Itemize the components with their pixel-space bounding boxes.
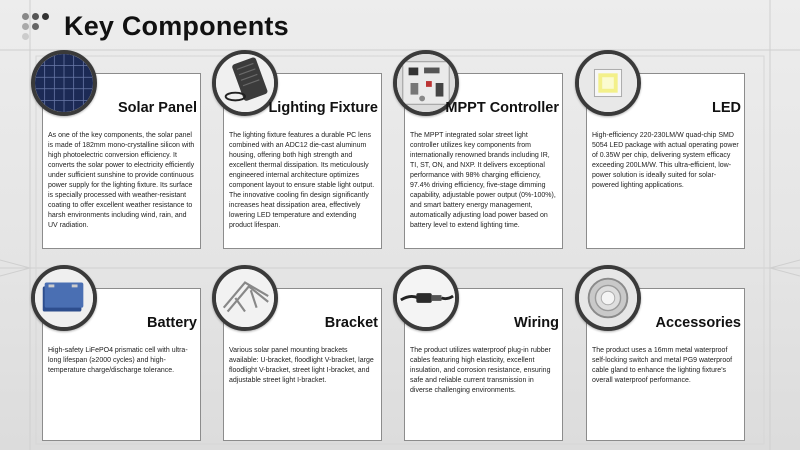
card-lighting-fixture bbox=[223, 73, 382, 249]
card-title: Wiring bbox=[514, 315, 559, 331]
card-description: The lighting fixture features a durable PC lens combined with an ADC12 die-cast aluminum housing, offering both high strength and excellent thermal dissipation. Its meticulously engineered internal architecture optimizes component layout to ensure stable light output. The innovative cooling fin design significantly increases heat dissipation area, effectively lowering LED temperature and extending product lifespan. bbox=[229, 132, 375, 229]
logo-dots-icon bbox=[22, 13, 52, 43]
card-accessories bbox=[586, 288, 745, 441]
card-description: The product uses a 16mm metal waterproof self-locking switch and metal PG9 waterproof cable gland to enhance the lighting fixture's overall waterproof performance. bbox=[592, 347, 733, 384]
battery-icon bbox=[31, 265, 97, 331]
wiring-connector-icon bbox=[393, 265, 459, 331]
card-description: Various solar panel mounting brackets available: U-bracket, floodlight V-bracket, large floodlight V-bracket, street light I-bracket, and adjustable street light I-bracket. bbox=[229, 347, 374, 384]
card-description: As one of the key components, the solar panel is made of 182mm mono-crystalline silicon with high photoelectric conversion efficiency. It converts the solar power to electricity efficiently under sufficient sunshine to provide continuous power supply for the lighting fixture. Its surface is specially processed with weather-resistant coating to offer excellent weather resistance to harsh environments including wind, rain, and UV radiation. bbox=[48, 132, 195, 229]
card-description: The MPPT integrated solar street light controller utilizes key components from internationally renowned brands including IR, TI, ST, ON, and NXP. It delivers exceptional performance with 98% charging efficiency, 97.4% driving efficiency, five-stage dimming capability, adjustable power output (0%-100%), and smart battery energy management, automatically adjusting load power based on battery level to extend lighting time. bbox=[410, 132, 556, 229]
card-title: Lighting Fixture bbox=[268, 100, 378, 116]
card-title: Bracket bbox=[324, 315, 378, 331]
card-mppt-controller bbox=[404, 73, 563, 249]
bracket-icon bbox=[212, 265, 278, 331]
card-bracket bbox=[223, 288, 382, 441]
card-description: High-efficiency 220-230LM/W quad-chip SMD 5054 LED package with actual operating power of 0.35W per chip, delivering system efficacy exceeding 200LM/W. This ultra-efficient, low-power solution is ideally suited for solar-powered lighting applications. bbox=[592, 132, 739, 189]
card-title: LED bbox=[712, 100, 741, 116]
card-battery bbox=[42, 288, 201, 441]
led-chip-icon bbox=[575, 50, 641, 116]
card-description: High-safety LiFePO4 prismatic cell with ultra-long lifespan (≥2000 cycles) and high-temperature charge/discharge tolerance. bbox=[48, 347, 188, 374]
page-title: Key Components bbox=[64, 11, 289, 41]
waterproof-switch-icon bbox=[575, 265, 641, 331]
card-led bbox=[586, 73, 745, 249]
solar-panel-icon bbox=[31, 50, 97, 116]
card-title: Accessories bbox=[655, 315, 741, 331]
card-title: Solar Panel bbox=[118, 100, 197, 116]
card-title: MPPT Controller bbox=[445, 100, 559, 116]
card-title: Battery bbox=[147, 315, 197, 331]
card-description: The product utilizes waterproof plug-in rubber cables featuring high elasticity, excellent insulation, and corrosion resistance, ensuring safe and reliable current transmission in diverse challenging environments. bbox=[410, 347, 551, 394]
card-wiring bbox=[404, 288, 563, 441]
card-solar-panel bbox=[42, 73, 201, 249]
